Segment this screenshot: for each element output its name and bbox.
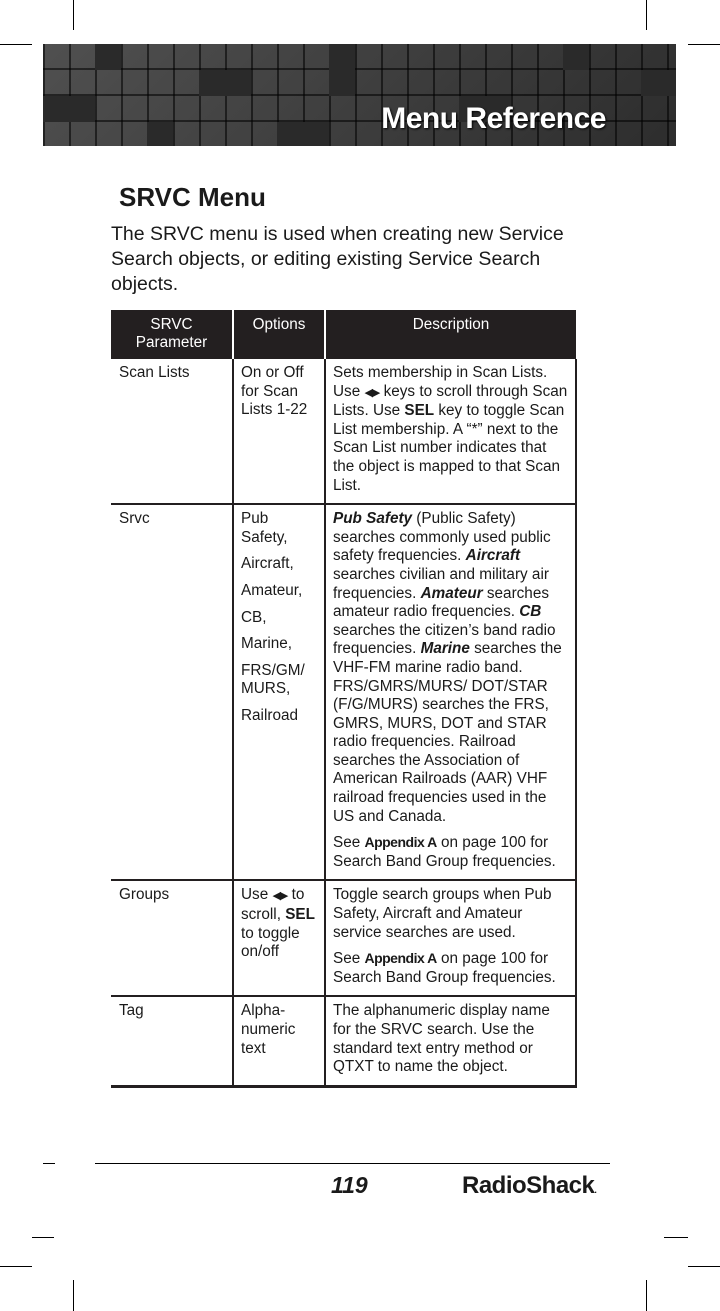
srvc-menu-table	[111, 310, 577, 1088]
brand-logo	[462, 1172, 596, 1200]
options-cell	[233, 504, 325, 880]
option-item: CB,	[241, 608, 267, 626]
option-item: Marine,	[241, 635, 293, 653]
desc-paragraph	[333, 949, 568, 987]
option-item: Railroad	[241, 706, 298, 724]
desc-text: on page 100 for Search Band Group frequencies.	[333, 834, 556, 870]
option-item: Pub Safety,	[241, 510, 288, 546]
table-header-row	[111, 310, 576, 359]
appendix-reference: Appendix A	[364, 834, 437, 851]
desc-text: See	[333, 950, 365, 968]
banner-tile	[43, 96, 95, 122]
param-cell: Tag	[111, 996, 233, 1086]
crop-mark	[0, 44, 32, 45]
option-text: Use	[241, 886, 273, 904]
left-right-arrows-icon: ◀▶	[272, 890, 288, 903]
banner-tile	[329, 44, 355, 96]
brand-name: RadioShack	[462, 1172, 595, 1199]
option-text: to scroll,	[241, 886, 305, 924]
table-row	[111, 880, 576, 996]
brand-mark: .	[594, 1185, 597, 1195]
option-item: FRS/GM/ MURS,	[241, 661, 305, 698]
header-banner	[43, 44, 676, 146]
section-intro: The SRVC menu is used when creating new Service Search objects, or editing existing Service Search objects.	[111, 223, 564, 295]
description-cell	[325, 504, 576, 880]
crop-mark	[646, 1280, 647, 1311]
banner-tile	[199, 70, 251, 96]
term-pub-safety: Pub Safety	[333, 510, 413, 528]
banner-tile	[277, 122, 329, 146]
crop-mark	[73, 1280, 74, 1311]
crop-mark	[0, 1266, 32, 1267]
desc-text: searches the citizen’s band radio frequencies.	[333, 621, 556, 658]
term-aircraft: Aircraft	[465, 547, 521, 565]
option-text: to toggle on/off	[241, 924, 300, 961]
table-row	[111, 359, 576, 504]
sel-key-label: SEL	[285, 906, 315, 924]
term-cb: CB	[519, 603, 542, 621]
options-cell	[233, 880, 325, 996]
options-cell: On or Off for Scan Lists 1-22	[233, 359, 325, 504]
param-cell: Groups	[111, 880, 233, 996]
crop-mark	[688, 44, 720, 45]
section-title: SRVC Menu	[119, 182, 266, 212]
desc-paragraph	[333, 510, 568, 826]
desc-text: keys to scroll through Scan Lists. Use	[333, 382, 568, 420]
desc-text: See	[333, 834, 365, 852]
term-amateur: Amateur	[420, 584, 483, 602]
option-item: Aircraft,	[241, 555, 294, 573]
crop-mark	[664, 1237, 688, 1238]
banner-tile	[147, 122, 173, 146]
options-cell: Alpha-numeric text	[233, 996, 325, 1086]
desc-paragraph: Toggle search groups when Pub Safety, Aircraft and Amateur service searches are used.	[333, 886, 552, 941]
term-marine: Marine	[420, 640, 470, 658]
desc-text: searches amateur radio frequencies.	[333, 584, 549, 621]
page-number: 119	[331, 1172, 368, 1198]
banner-tile	[95, 44, 121, 70]
crop-mark	[73, 0, 74, 30]
banner-tile	[563, 44, 589, 70]
desc-text: (Public Safety) searches commonly used public safety frequencies.	[333, 510, 551, 565]
description-cell	[325, 880, 576, 996]
crop-mark	[646, 0, 647, 30]
col-header-param: SRVC Parameter	[111, 310, 233, 359]
left-right-arrows-icon: ◀▶	[364, 386, 380, 399]
col-header-description: Description	[325, 310, 576, 359]
col-header-options: Options	[233, 310, 325, 359]
crop-mark	[688, 1266, 720, 1267]
page-header-title: Menu Reference	[381, 102, 606, 135]
option-item: Amateur,	[241, 581, 303, 599]
footer-divider	[43, 1163, 55, 1164]
description-cell	[325, 359, 576, 504]
desc-paragraph	[333, 833, 568, 871]
table-row	[111, 996, 576, 1086]
sel-key-label: SEL	[404, 402, 435, 420]
desc-text: searches civilian and military air frequencies.	[333, 565, 549, 602]
param-cell: Srvc	[111, 504, 233, 880]
desc-text: searches the VHF-FM marine radio band. FRS/GMRS/MURS/ DOT/STAR (F/G/MURS) searches the FRS, GMRS, MURS, DOT and STAR radio frequencies. Railroad searches the Association of American Railroads (AAR) VHF railroad frequencies used in the US and Canada.	[333, 640, 562, 825]
crop-mark	[32, 1237, 54, 1238]
footer-divider	[95, 1163, 610, 1164]
description-cell: The alphanumeric display name for the SRVC search. Use the standard text entry method or QTXT to name the object.	[325, 996, 576, 1086]
desc-text: Sets membership in Scan Lists. Use	[333, 364, 548, 400]
desc-text: key to toggle Scan List membership. A “*” next to the Scan List number indicates that the object is mapped to that Scan List.	[333, 402, 565, 494]
desc-text: on page 100 for Search Band Group frequencies.	[333, 950, 556, 986]
banner-tile	[641, 70, 676, 96]
table-row	[111, 504, 576, 880]
param-cell: Scan Lists	[111, 359, 233, 504]
appendix-reference: Appendix A	[364, 950, 437, 967]
